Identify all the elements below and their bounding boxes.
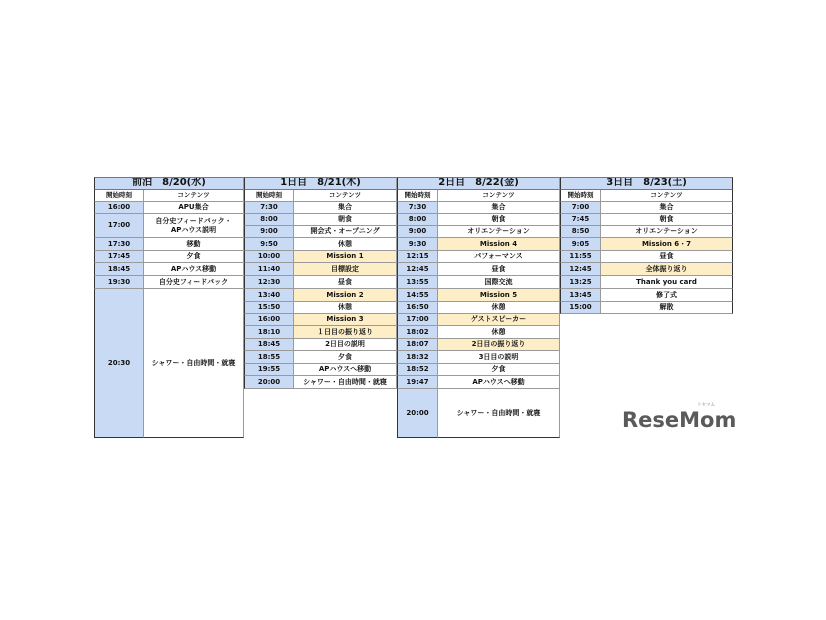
content-cell: シャワー・自由時間・就寝 xyxy=(294,376,397,389)
start-time-cell: 18:45 xyxy=(244,339,294,351)
content-cell: 朝食 xyxy=(601,214,733,226)
content-cell: APハウスへ移動 xyxy=(438,376,560,389)
content-cell: Mission 6・7 xyxy=(601,238,733,251)
start-time-cell: 19:55 xyxy=(244,364,294,376)
start-time-cell: 13:55 xyxy=(397,276,438,289)
content-cell: 集合 xyxy=(601,202,733,214)
content-cell: 集合 xyxy=(438,202,560,214)
content-cell: Mission 3 xyxy=(294,314,397,326)
start-time-cell: 8:00 xyxy=(397,214,438,226)
day-header-2: 2日目 8/22(金) xyxy=(397,177,560,190)
content-cell: 休憩 xyxy=(438,326,560,339)
content-cell: APハウス移動 xyxy=(144,263,244,276)
content-cell: Mission 2 xyxy=(294,289,397,302)
start-time-cell: 7:30 xyxy=(244,202,294,214)
start-time-cell: 12:45 xyxy=(397,263,438,276)
content-cell: ゲストスピーカー xyxy=(438,314,560,326)
start-time-cell: 18:45 xyxy=(94,263,144,276)
content-cell: 2日目の振り返り xyxy=(438,339,560,351)
start-time-cell: 18:10 xyxy=(244,326,294,339)
start-time-cell: 17:45 xyxy=(94,251,144,263)
start-time-cell: 7:00 xyxy=(560,202,601,214)
content-cell: 自分史フィードバック・APハウス説明 xyxy=(144,214,244,238)
start-time-cell: 14:55 xyxy=(397,289,438,302)
content-cell: 夕食 xyxy=(294,351,397,364)
col-header-time: 開始時刻 xyxy=(560,190,601,202)
start-time-cell: 13:40 xyxy=(244,289,294,302)
content-cell: オリエンテーション xyxy=(438,226,560,238)
start-time-cell: 7:45 xyxy=(560,214,601,226)
start-time-cell: 10:00 xyxy=(244,251,294,263)
col-header-time: 開始時刻 xyxy=(94,190,144,202)
start-time-cell: 16:00 xyxy=(94,202,144,214)
content-cell: 休憩 xyxy=(294,238,397,251)
content-cell: 朝食 xyxy=(438,214,560,226)
content-cell: 夕食 xyxy=(144,251,244,263)
day-header-1: 1日目 8/21(木) xyxy=(244,177,397,190)
start-time-cell: 13:45 xyxy=(560,289,601,302)
content-cell: シャワー・自由時間・就寝 xyxy=(144,289,244,438)
content-cell: 昼食 xyxy=(294,276,397,289)
start-time-cell: 18:07 xyxy=(397,339,438,351)
start-time-cell: 17:30 xyxy=(94,238,144,251)
start-time-cell: 13:25 xyxy=(560,276,601,289)
resemom-logo: ReseMom xyxy=(622,408,737,432)
col-header-time: 開始時刻 xyxy=(397,190,438,202)
resemom-logo-ruby: リセマム xyxy=(697,403,715,408)
start-time-cell: 12:30 xyxy=(244,276,294,289)
start-time-cell: 18:02 xyxy=(397,326,438,339)
start-time-cell: 17:00 xyxy=(94,214,144,238)
start-time-cell: 18:55 xyxy=(244,351,294,364)
start-time-cell: 9:00 xyxy=(244,226,294,238)
content-cell: 移動 xyxy=(144,238,244,251)
start-time-cell: 9:50 xyxy=(244,238,294,251)
content-cell: オリエンテーション xyxy=(601,226,733,238)
content-cell: Mission 1 xyxy=(294,251,397,263)
day-header-0: 前泊 8/20(水) xyxy=(94,177,244,190)
content-cell: 休憩 xyxy=(438,302,560,314)
col-header-content: コンテンツ xyxy=(438,190,560,202)
start-time-cell: 11:40 xyxy=(244,263,294,276)
content-cell: １日目の振り返り xyxy=(294,326,397,339)
content-cell: 朝食 xyxy=(294,214,397,226)
content-cell: 夕食 xyxy=(438,364,560,376)
content-cell: 休憩 xyxy=(294,302,397,314)
content-cell: 自分史フィードバック xyxy=(144,276,244,289)
content-cell: 昼食 xyxy=(601,251,733,263)
col-header-content: コンテンツ xyxy=(601,190,733,202)
start-time-cell: 9:05 xyxy=(560,238,601,251)
start-time-cell: 15:00 xyxy=(560,302,601,314)
content-cell: 修了式 xyxy=(601,289,733,302)
start-time-cell: 12:15 xyxy=(397,251,438,263)
start-time-cell: 20:00 xyxy=(397,389,438,438)
start-time-cell: 9:00 xyxy=(397,226,438,238)
col-header-content: コンテンツ xyxy=(144,190,244,202)
start-time-cell: 12:45 xyxy=(560,263,601,276)
content-cell: 集合 xyxy=(294,202,397,214)
content-cell: Mission 4 xyxy=(438,238,560,251)
start-time-cell: 18:52 xyxy=(397,364,438,376)
start-time-cell: 20:30 xyxy=(94,289,144,438)
col-header-content: コンテンツ xyxy=(294,190,397,202)
content-cell: 3日目の説明 xyxy=(438,351,560,364)
content-cell: Thank you card xyxy=(601,276,733,289)
content-cell: 2日目の説明 xyxy=(294,339,397,351)
content-cell: シャワー・自由時間・就寝 xyxy=(438,389,560,438)
content-cell: 全体振り返り xyxy=(601,263,733,276)
start-time-cell: 19:47 xyxy=(397,376,438,389)
start-time-cell: 20:00 xyxy=(244,376,294,389)
content-cell: APハウスへ移動 xyxy=(294,364,397,376)
start-time-cell: 16:00 xyxy=(244,314,294,326)
start-time-cell: 15:50 xyxy=(244,302,294,314)
content-cell: 国際交流 xyxy=(438,276,560,289)
day-header-3: 3日目 8/23(土) xyxy=(560,177,733,190)
start-time-cell: 11:55 xyxy=(560,251,601,263)
start-time-cell: 8:50 xyxy=(560,226,601,238)
start-time-cell: 8:00 xyxy=(244,214,294,226)
start-time-cell: 18:32 xyxy=(397,351,438,364)
content-cell: Mission 5 xyxy=(438,289,560,302)
content-cell: パフォーマンス xyxy=(438,251,560,263)
content-cell: 昼食 xyxy=(438,263,560,276)
start-time-cell: 17:00 xyxy=(397,314,438,326)
content-cell: 解散 xyxy=(601,302,733,314)
start-time-cell: 9:30 xyxy=(397,238,438,251)
content-cell: 目標設定 xyxy=(294,263,397,276)
start-time-cell: 16:50 xyxy=(397,302,438,314)
content-cell: 開会式・オープニング xyxy=(294,226,397,238)
start-time-cell: 7:30 xyxy=(397,202,438,214)
content-cell: APU集合 xyxy=(144,202,244,214)
start-time-cell: 19:30 xyxy=(94,276,144,289)
schedule-table xyxy=(94,177,733,438)
col-header-time: 開始時刻 xyxy=(244,190,294,202)
